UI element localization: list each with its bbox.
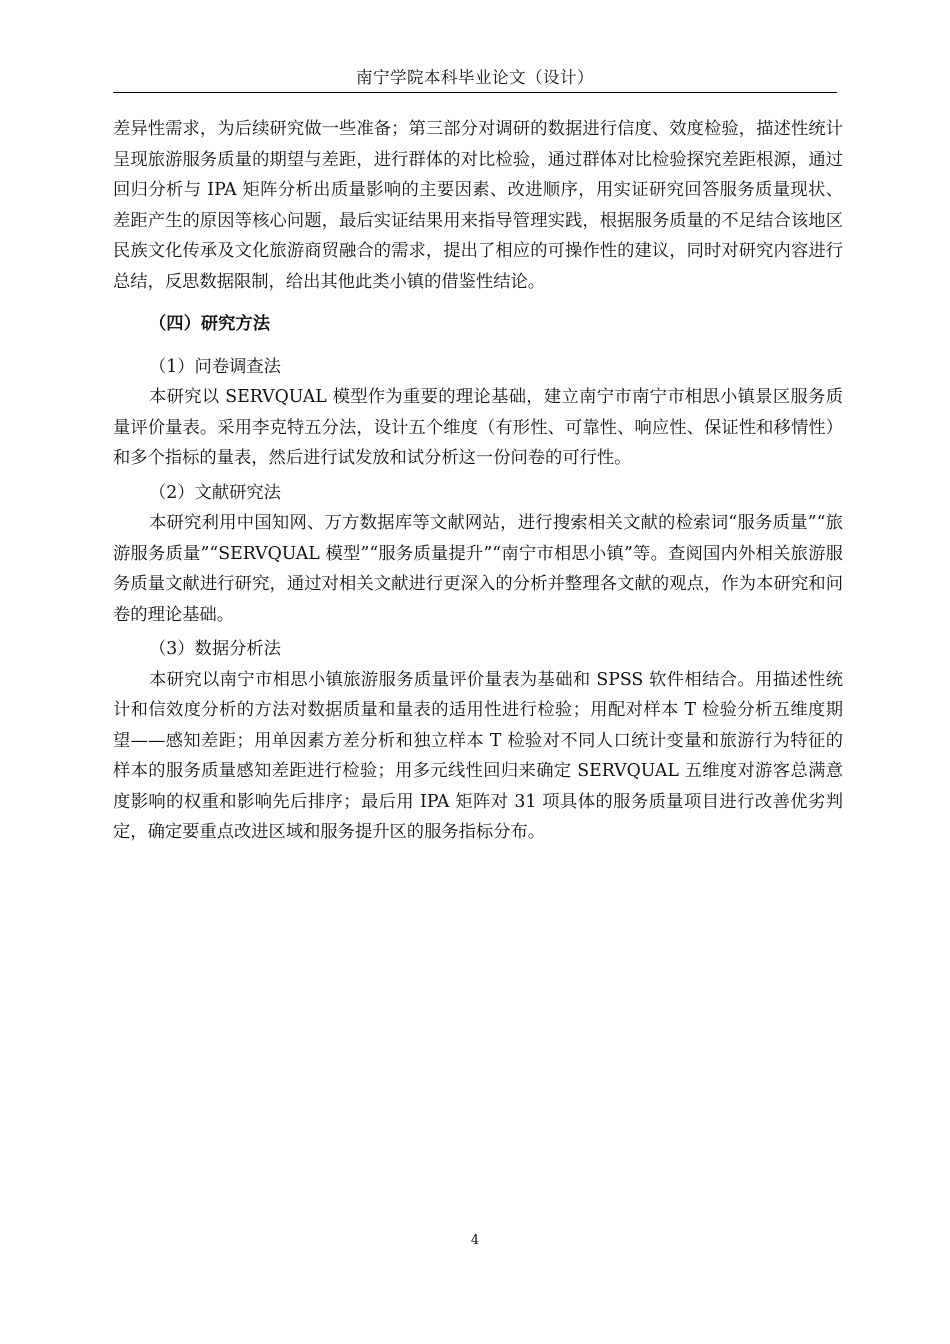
- method-title-questionnaire: （1）问卷调查法: [149, 356, 281, 377]
- method-title-literature: （2）文献研究法: [149, 482, 281, 503]
- page-header: [113, 64, 837, 93]
- method-title-data-analysis: （3）数据分析法: [149, 639, 281, 659]
- header-title: 南宁学院本科毕业论文（设计）: [356, 68, 594, 87]
- document-body: [113, 114, 843, 848]
- method-text-data-analysis: 本研究以南宁市相思小镇旅游服务质量评价量表为基础和 SPSS 软件相结合。用描述性统计和信效度分析的方法对数据质量和量表的适用性进行检验；用配对样本 T 检验分析五维度期望——感知差距；用单因素方差分析和独立样本 T 检验对不同人口统计变量和旅游行为特征的样本的服务质量感知差距进行检验；用多元线性回归来确定 SERVQUAL 五维度对游客总满意度影响的权重和影响先后排序；最后用 IPA 矩阵对 31 项具体的服务质量项目进行改善优劣判定，确定要重点改进区域和服务提升区的服务指标分布。: [113, 669, 843, 842]
- page-number: 4: [470, 1233, 480, 1248]
- section-heading: （四）研究方法: [149, 314, 270, 334]
- method-text-literature: 本研究利用中国知网、万方数据库等文献网站，进行搜索相关文献的检索词“服务质量”“旅游服务质量”“SERVQUAL 模型”“服务质量提升”“南宁市相思小镇”等。查阅国内外相关旅游服务质量文献进行研究，通过对相关文献进行更深入的分析并整理各文献的观点，作为本研究和问卷的理论基础。: [113, 513, 843, 625]
- method-text-questionnaire: 本研究以 SERVQUAL 模型作为重要的理论基础，建立南宁市南宁市相思小镇景区服务质量评价量表。采用李克特五分法，设计五个维度（有形性、可靠性、响应性、保证性和移情性）和多个指标的量表，然后进行试发放和试分析这一份问卷的可行性。: [113, 387, 843, 468]
- intro-paragraph: 差异性需求，为后续研究做一些准备；第三部分对调研的数据进行信度、效度检验，描述性统计呈现旅游服务质量的期望与差距，进行群体的对比检验，通过群体对比检验探究差距根源，通过回归分析与 IPA 矩阵分析出质量影响的主要因素、改进顺序，用实证研究回答服务质量现状、差距产生的原因等核心问题，最后实证结果用来指导管理实践，根据服务质量的不足结合该地区民族文化传承及文化旅游商贸融合的需求，提出了相应的可操作性的建议，同时对研究内容进行总结，反思数据限制，给出其他此类小镇的借鉴性结论。: [113, 119, 843, 292]
